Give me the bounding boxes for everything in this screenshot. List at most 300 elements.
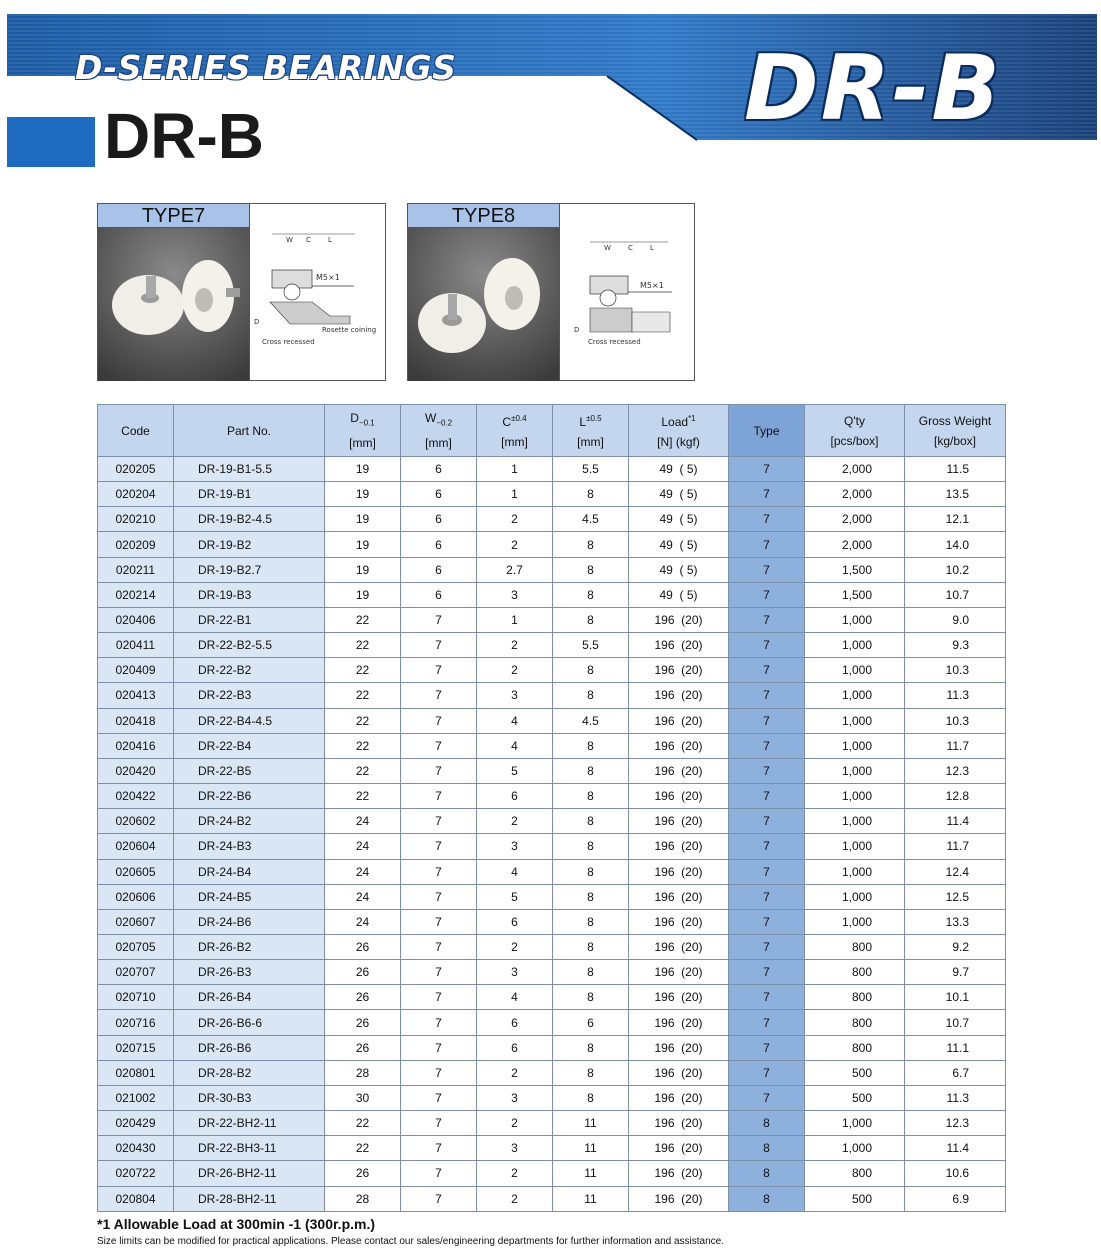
cell-qty: 1,000	[805, 784, 905, 809]
cell-load: 196 (20)	[629, 909, 729, 934]
cell-qty: 2,000	[805, 482, 905, 507]
cell-load: 196 (20)	[629, 859, 729, 884]
cell-type: 7	[729, 834, 805, 859]
table-row	[98, 582, 1006, 607]
cell-code: 020607	[98, 909, 174, 934]
cell-type: 7	[729, 1035, 805, 1060]
cell-type: 7	[729, 758, 805, 783]
header-c: $C^{\pm 0.4}$ [mm]	[477, 405, 553, 457]
cell-d: 24	[325, 834, 401, 859]
cell-load: 196 (20)	[629, 1136, 729, 1161]
cell-part-no: DR-26-BH2-11	[174, 1161, 325, 1186]
cell-type: 7	[729, 633, 805, 658]
table-row	[98, 1010, 1006, 1035]
cell-w: 6	[401, 582, 477, 607]
cell-w: 7	[401, 633, 477, 658]
cell-load: 196 (20)	[629, 1010, 729, 1035]
cell-gross-weight: 12.3	[905, 1111, 1006, 1136]
cell-part-no: DR-22-BH3-11	[174, 1136, 325, 1161]
cell-c: 4	[477, 733, 553, 758]
type7-label: TYPE7	[98, 204, 250, 228]
header-load: Load$^{*1}$ [N] (kgf)	[629, 405, 729, 457]
cell-d: 28	[325, 1186, 401, 1211]
cell-l: 8	[553, 960, 629, 985]
table-row	[98, 1085, 1006, 1110]
cell-c: 3	[477, 1136, 553, 1161]
cell-w: 7	[401, 809, 477, 834]
cell-c: 5	[477, 758, 553, 783]
cell-w: 7	[401, 834, 477, 859]
cell-code: 020422	[98, 784, 174, 809]
table-row	[98, 457, 1006, 482]
cell-code: 020430	[98, 1136, 174, 1161]
cell-qty: 1,000	[805, 1111, 905, 1136]
cell-d: 26	[325, 1010, 401, 1035]
cell-load: 196 (20)	[629, 633, 729, 658]
cell-load: 196 (20)	[629, 758, 729, 783]
series-logo: DR-B	[744, 36, 1002, 141]
cell-l: 8	[553, 884, 629, 909]
type7-thread: M5×1	[316, 273, 340, 282]
cell-gross-weight: 12.1	[905, 507, 1006, 532]
cell-gross-weight: 9.0	[905, 607, 1006, 632]
cell-d: 22	[325, 658, 401, 683]
cell-l: 11	[553, 1161, 629, 1186]
series-title: D-SERIES BEARINGS	[75, 48, 457, 87]
cell-w: 6	[401, 532, 477, 557]
cell-qty: 1,500	[805, 582, 905, 607]
table-row	[98, 633, 1006, 658]
cell-w: 7	[401, 683, 477, 708]
cell-load: 196 (20)	[629, 985, 729, 1010]
cell-qty: 800	[805, 985, 905, 1010]
cell-c: 3	[477, 683, 553, 708]
cell-c: 6	[477, 909, 553, 934]
cell-load: 196 (20)	[629, 1060, 729, 1085]
cell-load: 196 (20)	[629, 934, 729, 959]
cell-code: 020413	[98, 683, 174, 708]
cell-l: 11	[553, 1136, 629, 1161]
type7-dim-c: C	[306, 236, 311, 244]
cell-type: 7	[729, 934, 805, 959]
cell-w: 7	[401, 985, 477, 1010]
cell-part-no: DR-22-B5	[174, 758, 325, 783]
cell-w: 6	[401, 507, 477, 532]
header-part-no: Part No.	[174, 405, 325, 457]
cell-w: 6	[401, 457, 477, 482]
cell-w: 7	[401, 1186, 477, 1211]
cell-load: 196 (20)	[629, 1035, 729, 1060]
cell-d: 24	[325, 809, 401, 834]
cell-part-no: DR-26-B6-6	[174, 1010, 325, 1035]
cell-qty: 1,000	[805, 683, 905, 708]
cell-l: 8	[553, 859, 629, 884]
cell-code: 020804	[98, 1186, 174, 1211]
table-row	[98, 884, 1006, 909]
title-accent-block	[7, 117, 95, 167]
table-row	[98, 557, 1006, 582]
cell-gross-weight: 12.8	[905, 784, 1006, 809]
cell-c: 2	[477, 1186, 553, 1211]
cell-code: 020604	[98, 834, 174, 859]
cell-part-no: DR-26-B2	[174, 934, 325, 959]
cell-type: 7	[729, 582, 805, 607]
cell-w: 7	[401, 1060, 477, 1085]
cell-l: 8	[553, 557, 629, 582]
cell-c: 2	[477, 507, 553, 532]
cell-type: 7	[729, 1085, 805, 1110]
cell-gross-weight: 11.7	[905, 733, 1006, 758]
cell-part-no: DR-26-B4	[174, 985, 325, 1010]
cell-d: 22	[325, 633, 401, 658]
cell-c: 2	[477, 809, 553, 834]
cell-type: 7	[729, 809, 805, 834]
cell-part-no: DR-22-B2	[174, 658, 325, 683]
cell-w: 7	[401, 884, 477, 909]
cell-part-no: DR-26-B6	[174, 1035, 325, 1060]
cell-w: 7	[401, 1136, 477, 1161]
cell-code: 020420	[98, 758, 174, 783]
table-row	[98, 1161, 1006, 1186]
cell-d: 24	[325, 909, 401, 934]
cell-type: 7	[729, 985, 805, 1010]
cell-c: 2	[477, 1111, 553, 1136]
cell-d: 19	[325, 457, 401, 482]
cell-w: 7	[401, 658, 477, 683]
cell-load: 196 (20)	[629, 607, 729, 632]
table-row	[98, 784, 1006, 809]
cell-c: 2	[477, 1161, 553, 1186]
cell-load: 196 (20)	[629, 708, 729, 733]
cell-c: 3	[477, 582, 553, 607]
cell-l: 4.5	[553, 507, 629, 532]
cell-code: 020204	[98, 482, 174, 507]
cell-type: 7	[729, 784, 805, 809]
page-title: DR-B	[104, 100, 264, 172]
type8-drawing	[560, 204, 695, 380]
cell-part-no: DR-28-BH2-11	[174, 1186, 325, 1211]
cell-w: 6	[401, 482, 477, 507]
cell-d: 30	[325, 1085, 401, 1110]
cell-l: 8	[553, 482, 629, 507]
cell-l: 8	[553, 934, 629, 959]
cell-gross-weight: 11.7	[905, 834, 1006, 859]
type7-dim-d: D	[254, 318, 260, 326]
cell-w: 7	[401, 1010, 477, 1035]
cell-part-no: DR-24-B2	[174, 809, 325, 834]
cell-w: 7	[401, 784, 477, 809]
cell-code: 020210	[98, 507, 174, 532]
cell-part-no: DR-24-B6	[174, 909, 325, 934]
cell-type: 7	[729, 1010, 805, 1035]
cell-gross-weight: 10.7	[905, 582, 1006, 607]
cell-w: 7	[401, 733, 477, 758]
table-row	[98, 733, 1006, 758]
cell-d: 22	[325, 758, 401, 783]
cell-d: 22	[325, 708, 401, 733]
table-row	[98, 758, 1006, 783]
cell-code: 020716	[98, 1010, 174, 1035]
header-l: $L^{\pm 0.5}$ [mm]	[553, 405, 629, 457]
cell-l: 8	[553, 607, 629, 632]
cell-qty: 2,000	[805, 532, 905, 557]
cell-c: 3	[477, 960, 553, 985]
type7-callout-cross: Cross recessed	[262, 338, 315, 346]
cell-type: 7	[729, 532, 805, 557]
cell-d: 22	[325, 683, 401, 708]
header-type: Type	[729, 405, 805, 457]
cell-part-no: DR-19-B1-5.5	[174, 457, 325, 482]
cell-part-no: DR-22-B6	[174, 784, 325, 809]
cell-w: 7	[401, 934, 477, 959]
cell-c: 4	[477, 859, 553, 884]
cell-d: 19	[325, 582, 401, 607]
cell-d: 22	[325, 784, 401, 809]
cell-w: 7	[401, 1035, 477, 1060]
type7-callout-rosette: Rosette coining	[322, 326, 377, 334]
cell-c: 5	[477, 884, 553, 909]
cell-qty: 1,000	[805, 733, 905, 758]
cell-c: 2	[477, 934, 553, 959]
type8-figure	[407, 203, 695, 381]
table-row	[98, 1060, 1006, 1085]
cell-qty: 500	[805, 1085, 905, 1110]
cell-code: 020605	[98, 859, 174, 884]
cell-w: 7	[401, 909, 477, 934]
cell-load: 196 (20)	[629, 733, 729, 758]
cell-qty: 800	[805, 1161, 905, 1186]
cell-code: 020409	[98, 658, 174, 683]
cell-part-no: DR-22-B1	[174, 607, 325, 632]
cell-gross-weight: 10.1	[905, 985, 1006, 1010]
cell-gross-weight: 11.3	[905, 1085, 1006, 1110]
cell-l: 8	[553, 985, 629, 1010]
table-body	[98, 457, 1006, 1212]
cell-gross-weight: 10.3	[905, 658, 1006, 683]
cell-l: 8	[553, 658, 629, 683]
table-row	[98, 809, 1006, 834]
cell-gross-weight: 10.7	[905, 1010, 1006, 1035]
cell-gross-weight: 11.1	[905, 1035, 1006, 1060]
cell-part-no: DR-19-B2-4.5	[174, 507, 325, 532]
cell-l: 8	[553, 733, 629, 758]
cell-d: 26	[325, 985, 401, 1010]
header-code: Code	[98, 405, 174, 457]
cell-load: 196 (20)	[629, 834, 729, 859]
cell-l: 8	[553, 1035, 629, 1060]
cell-l: 8	[553, 1085, 629, 1110]
cell-l: 5.5	[553, 457, 629, 482]
cell-qty: 1,000	[805, 834, 905, 859]
cell-code: 020411	[98, 633, 174, 658]
cell-type: 8	[729, 1111, 805, 1136]
cell-d: 22	[325, 733, 401, 758]
cell-code: 020429	[98, 1111, 174, 1136]
type7-dim-w: W	[286, 236, 293, 244]
type8-dim-w: W	[604, 244, 611, 252]
cell-qty: 1,000	[805, 909, 905, 934]
cell-code: 021002	[98, 1085, 174, 1110]
cell-w: 7	[401, 1085, 477, 1110]
cell-gross-weight: 11.4	[905, 809, 1006, 834]
table-row	[98, 834, 1006, 859]
table-row	[98, 683, 1006, 708]
table-row	[98, 658, 1006, 683]
cell-part-no: DR-19-B1	[174, 482, 325, 507]
cell-d: 26	[325, 960, 401, 985]
cell-c: 3	[477, 1085, 553, 1110]
cell-gross-weight: 14.0	[905, 532, 1006, 557]
cell-gross-weight: 12.5	[905, 884, 1006, 909]
table-row	[98, 909, 1006, 934]
cell-part-no: DR-22-B4	[174, 733, 325, 758]
cell-gross-weight: 9.3	[905, 633, 1006, 658]
type7-photo	[98, 228, 250, 381]
cell-gross-weight: 13.5	[905, 482, 1006, 507]
cell-type: 7	[729, 658, 805, 683]
cell-c: 6	[477, 1035, 553, 1060]
cell-type: 7	[729, 607, 805, 632]
cell-qty: 1,000	[805, 708, 905, 733]
type8-label: TYPE8	[408, 204, 560, 228]
cell-load: 196 (20)	[629, 1161, 729, 1186]
cell-gross-weight: 10.3	[905, 708, 1006, 733]
cell-qty: 500	[805, 1186, 905, 1211]
cell-d: 28	[325, 1060, 401, 1085]
cell-c: 1	[477, 457, 553, 482]
cell-type: 7	[729, 482, 805, 507]
cell-l: 4.5	[553, 708, 629, 733]
header-gross-weight: Gross Weight [kg/box]	[905, 405, 1006, 457]
cell-w: 7	[401, 708, 477, 733]
cell-code: 020209	[98, 532, 174, 557]
header-qty: Q'ty [pcs/box]	[805, 405, 905, 457]
cell-type: 8	[729, 1186, 805, 1211]
cell-d: 24	[325, 884, 401, 909]
table-row	[98, 1035, 1006, 1060]
cell-part-no: DR-19-B2.7	[174, 557, 325, 582]
cell-d: 19	[325, 532, 401, 557]
cell-load: 49 ( 5)	[629, 482, 729, 507]
cell-code: 020211	[98, 557, 174, 582]
cell-type: 8	[729, 1161, 805, 1186]
cell-w: 6	[401, 557, 477, 582]
cell-type: 7	[729, 960, 805, 985]
cell-gross-weight: 13.3	[905, 909, 1006, 934]
cell-code: 020418	[98, 708, 174, 733]
cell-load: 49 ( 5)	[629, 582, 729, 607]
cell-l: 8	[553, 909, 629, 934]
type8-dim-l: L	[650, 244, 654, 252]
cell-load: 196 (20)	[629, 784, 729, 809]
cell-load: 49 ( 5)	[629, 507, 729, 532]
table-row	[98, 708, 1006, 733]
cell-type: 7	[729, 909, 805, 934]
cell-gross-weight: 6.7	[905, 1060, 1006, 1085]
cell-l: 6	[553, 1010, 629, 1035]
cell-code: 020205	[98, 457, 174, 482]
cell-c: 2	[477, 532, 553, 557]
cell-qty: 2,000	[805, 457, 905, 482]
cell-type: 7	[729, 457, 805, 482]
cell-d: 19	[325, 482, 401, 507]
cell-qty: 800	[805, 960, 905, 985]
cell-gross-weight: 12.4	[905, 859, 1006, 884]
cell-l: 8	[553, 834, 629, 859]
cell-code: 020416	[98, 733, 174, 758]
type7-drawing	[250, 204, 385, 380]
table-row	[98, 1186, 1006, 1211]
cell-gross-weight: 9.2	[905, 934, 1006, 959]
type8-dim-d: D	[574, 326, 580, 334]
cell-type: 7	[729, 683, 805, 708]
table-row	[98, 1111, 1006, 1136]
cell-part-no: DR-22-BH2-11	[174, 1111, 325, 1136]
cell-c: 6	[477, 784, 553, 809]
cell-qty: 1,000	[805, 884, 905, 909]
cell-type: 7	[729, 557, 805, 582]
cell-d: 19	[325, 507, 401, 532]
cell-d: 26	[325, 1035, 401, 1060]
cell-gross-weight: 11.3	[905, 683, 1006, 708]
cell-l: 8	[553, 683, 629, 708]
cell-l: 5.5	[553, 633, 629, 658]
cell-code: 020705	[98, 934, 174, 959]
cell-part-no: DR-22-B2-5.5	[174, 633, 325, 658]
cell-qty: 800	[805, 934, 905, 959]
cell-type: 8	[729, 1136, 805, 1161]
cell-gross-weight: 12.3	[905, 758, 1006, 783]
header-d: $D_{-0.1}$ [mm]	[325, 405, 401, 457]
cell-qty: 1,500	[805, 557, 905, 582]
cell-load: 196 (20)	[629, 884, 729, 909]
type7-figure	[97, 203, 386, 381]
cell-type: 7	[729, 1060, 805, 1085]
cell-type: 7	[729, 733, 805, 758]
cell-part-no: DR-26-B3	[174, 960, 325, 985]
cell-d: 22	[325, 607, 401, 632]
cell-part-no: DR-28-B2	[174, 1060, 325, 1085]
cell-qty: 1,000	[805, 809, 905, 834]
cell-c: 2.7	[477, 557, 553, 582]
cell-code: 020801	[98, 1060, 174, 1085]
cell-c: 2	[477, 658, 553, 683]
cell-load: 196 (20)	[629, 1085, 729, 1110]
cell-l: 8	[553, 1060, 629, 1085]
cell-gross-weight: 9.7	[905, 960, 1006, 985]
cell-d: 26	[325, 934, 401, 959]
header-w: $W_{-0.2}$ [mm]	[401, 405, 477, 457]
cell-type: 7	[729, 507, 805, 532]
cell-d: 24	[325, 859, 401, 884]
cell-qty: 800	[805, 1010, 905, 1035]
table-row	[98, 607, 1006, 632]
cell-load: 196 (20)	[629, 960, 729, 985]
cell-gross-weight: 11.4	[905, 1136, 1006, 1161]
cell-qty: 1,000	[805, 607, 905, 632]
cell-load: 49 ( 5)	[629, 457, 729, 482]
cell-qty: 1,000	[805, 859, 905, 884]
table-row	[98, 1136, 1006, 1161]
cell-gross-weight: 11.5	[905, 457, 1006, 482]
cell-code: 020710	[98, 985, 174, 1010]
cell-c: 1	[477, 607, 553, 632]
cell-load: 49 ( 5)	[629, 532, 729, 557]
table-row	[98, 859, 1006, 884]
cell-l: 8	[553, 582, 629, 607]
cell-qty: 1,000	[805, 658, 905, 683]
cell-gross-weight: 10.2	[905, 557, 1006, 582]
